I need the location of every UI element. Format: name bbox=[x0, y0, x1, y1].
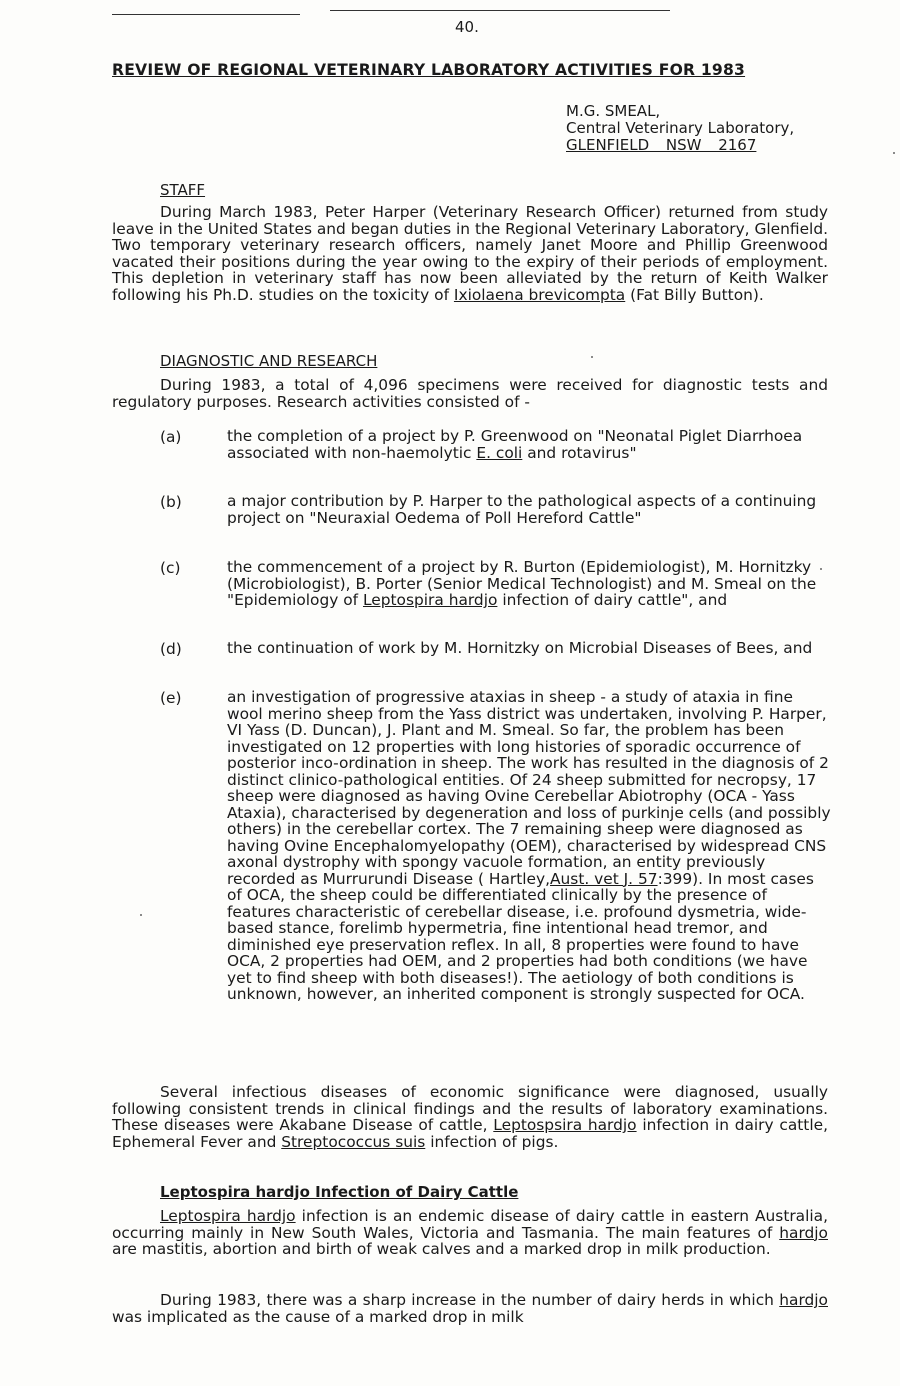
item-a-text: the completion of a project by P. Greenwood on "Neonatal Piglet Diarrhoea associated with non-haemolytic E. coli and rotavirus" bbox=[227, 427, 803, 462]
leptospira-paragraph-1: Leptospira hardjo infection is an endemic disease of dairy cattle in eastern Australia, occurring mainly in New South Wales, Victoria and Tasmania. The main features of hardjo are mastitis, abortion and birth of weak calves and a marked drop in milk production. bbox=[112, 1207, 828, 1259]
item-c-text: the commencement of a project by R. Burton (Epidemiologist), M. Hornitzky (Microbiologist), B. Porter (Senior Medical Technologist) and M. Smeal on the "Epidemiology of Leptospira hardjo infection of dairy cattle", and bbox=[227, 558, 817, 609]
author-block bbox=[566, 103, 794, 154]
scan-speck bbox=[591, 356, 593, 358]
item-b-label: (b) bbox=[160, 493, 182, 511]
item-b-text: a major contribution by P. Harper to the pathological aspects of a continuing project on "Neuraxial Oedema of Poll Hereford Cattle" bbox=[227, 492, 817, 527]
item-e-text: an investigation of progressive ataxias in sheep - a study of ataxia in fine wool merino sheep from the Yass district was undertaken, involving P. Harper, VI Yass (D. Duncan), J. Plant and M. Smeal. So far, the problem has been investigated on 12 properties with long histories of sporadic occurrence of posterior inco-ordination in sheep. The work has resulted in the diagnosis of 2 distinct clinico-pathological entities. Of 24 sheep submitted for necropsy, 17 sheep were diagnosed as having Ovine Cerebellar Abiotrophy (OCA - Yass Ataxia), characterised by degeneration and loss of purkinje cells (and possibly others) in the cerebellar cortex. The 7 remaining sheep were diagnosed as having Ovine Encephalomyelopathy (OEM), characterised by widespread CNS axonal dystrophy with spongy vacuole formation, an entity previously recorded as Murrurundi Disease ( Hartley,Aust. vet J. 57:399). In most cases of OCA, the sheep could be differentiated clinically by the presence of features characteristic of cerebellar disease, i.e. profound dysmetria, wide-based stance, forelimb hypermetria, fine intentional head tremor, and diminished eye preservation reflex. In all, 8 properties were found to have OCA, 2 properties had OEM, and 2 properties had both conditions (we have yet to find sheep with both diseases!). The aetiology of both conditions is unknown, however, an inherited component is strongly suspected for OCA. bbox=[227, 688, 831, 1003]
staff-paragraph bbox=[112, 204, 828, 304]
top-rule-right bbox=[604, 10, 670, 11]
scan-speck bbox=[893, 152, 895, 154]
term-leptospsira: Leptospsira hardjo bbox=[493, 1116, 637, 1135]
top-rule-left bbox=[112, 14, 300, 15]
infectious-paragraph: Several infectious diseases of economic significance were diagnosed, usually following consistent trends in clinical findings and the results of laboratory examinations. These diseases were Akabane Disease of cattle, Leptospsira hardjo infection in dairy cattle, Ephemeral Fever and Streptococcus suis infection of pigs. bbox=[112, 1083, 828, 1151]
author-institution: Central Veterinary Laboratory, bbox=[566, 119, 795, 137]
document-title: REVIEW OF REGIONAL VETERINARY LABORATORY ACTIVITIES FOR 1983 bbox=[112, 61, 746, 79]
diagnostic-heading: DIAGNOSTIC AND RESEARCH bbox=[160, 352, 378, 370]
item-d-label: (d) bbox=[160, 640, 182, 658]
term-leptospira: Leptospira hardjo bbox=[362, 591, 498, 609]
term-streptococcus: Streptococcus suis bbox=[281, 1132, 426, 1151]
page-number: 40. bbox=[455, 18, 479, 36]
leptospira-heading: Leptospira hardjo Infection of Dairy Cattle bbox=[160, 1183, 519, 1201]
staff-text-2: (Fat Billy Button). bbox=[630, 285, 764, 304]
item-a-label: (a) bbox=[160, 428, 182, 446]
staff-heading: STAFF bbox=[160, 181, 206, 199]
item-d-text: the continuation of work by M. Hornitzky on Microbial Diseases of Bees, and bbox=[227, 639, 813, 657]
diagnostic-intro: During 1983, a total of 4,096 specimens were received for diagnostic tests and regulatory purposes. Research activities consisted of - bbox=[112, 376, 828, 411]
scan-speck bbox=[820, 568, 822, 570]
citation: Aust. vet J. 57 bbox=[550, 869, 658, 888]
top-rule-center bbox=[330, 10, 610, 11]
item-c-label: (c) bbox=[160, 559, 181, 577]
staff-text-1: During March 1983, Peter Harper (Veterinary Research Officer) returned from study leave in the United States and began duties in the Regional Veterinary Laboratory, Glenfield. Two temporary veterinary research officers, namely Janet Moore and Phillip Greenwood vacated their positions during the year owing to the expiry of their periods of employment. This depletion in veterinary staff has now been alleviated by the return of Keith Walker following his Ph.D. studies on the toxicity of bbox=[112, 203, 828, 304]
author-address: GLENFIELD NSW 2167 bbox=[566, 136, 757, 154]
scan-speck bbox=[140, 914, 142, 916]
leptospira-paragraph-2: During 1983, there was a sharp increase in the number of dairy herds in which hardjo was implicated as the cause of a marked drop in milk bbox=[112, 1291, 828, 1326]
plant-name: Ixiolaena brevicompta bbox=[453, 285, 626, 304]
author-name: M.G. SMEAL, bbox=[566, 102, 661, 120]
term-e-coli: E. coli bbox=[476, 443, 523, 462]
item-e-label: (e) bbox=[160, 689, 182, 707]
